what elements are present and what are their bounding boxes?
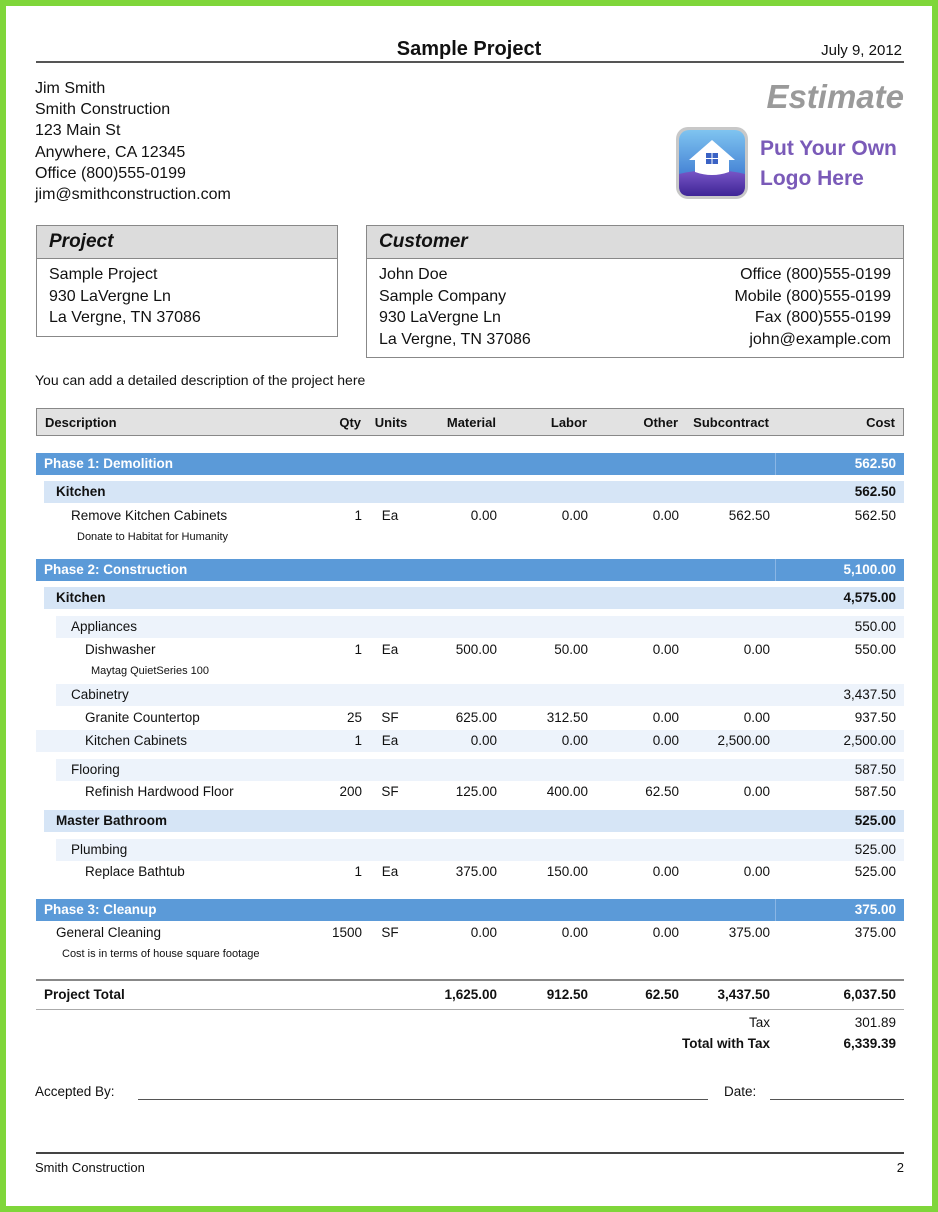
project-street: 930 LaVergne Ln	[49, 287, 171, 305]
sender-address	[35, 78, 231, 205]
group-cost: 525.00	[854, 813, 896, 828]
col-subcontract: Subcontract	[693, 415, 769, 430]
item-material: 500.00	[455, 642, 497, 657]
item-cost: 375.00	[854, 925, 896, 940]
total-with-tax-row	[36, 1036, 904, 1056]
line-item-row	[36, 862, 904, 882]
sender-email: jim@smithconstruction.com	[35, 186, 231, 204]
line-item-row	[36, 640, 904, 660]
col-other: Other	[643, 415, 678, 430]
project-heading: Project	[37, 226, 337, 259]
phase-separator	[775, 453, 776, 475]
item-cost: 550.00	[854, 642, 896, 657]
customer-city: La Vergne, TN 37086	[379, 330, 531, 348]
item-units: Ea	[381, 642, 399, 657]
customer-contacts	[734, 264, 891, 350]
project-details	[37, 259, 337, 334]
item-units: SF	[381, 710, 399, 725]
date-line[interactable]	[770, 1099, 904, 1100]
item-material: 0.00	[470, 733, 497, 748]
item-note: Maytag QuietSeries 100	[91, 665, 210, 677]
phase-row	[36, 899, 904, 921]
item-other: 0.00	[652, 733, 679, 748]
house-wrench-logo-icon	[675, 126, 749, 200]
estimate-page	[6, 6, 932, 1206]
sender-company: Smith Construction	[35, 101, 171, 119]
item-cost: 2,500.00	[843, 733, 896, 748]
subgroup-label: Appliances	[71, 619, 138, 634]
item-subcontract: 0.00	[743, 710, 770, 725]
item-labor: 400.00	[546, 784, 588, 799]
logo-line-2: Logo Here	[760, 167, 864, 190]
item-other: 0.00	[652, 508, 679, 523]
document-type: Estimate	[766, 78, 904, 115]
total-cost: 6,037.50	[843, 987, 896, 1002]
item-qty: 1500	[331, 925, 362, 940]
customer-street: 930 LaVergne Ln	[379, 309, 501, 326]
subgroup-cost: 587.50	[854, 762, 896, 777]
item-labor: 150.00	[546, 864, 588, 879]
item-other: 0.00	[652, 642, 679, 657]
subgroup-label: Flooring	[71, 762, 120, 777]
total-other: 62.50	[645, 987, 679, 1002]
item-note-row	[36, 528, 904, 546]
group-cost: 4,575.00	[843, 590, 896, 605]
phase-row	[36, 453, 904, 475]
item-labor: 0.00	[561, 508, 588, 523]
date-label: Date:	[724, 1084, 757, 1099]
phase-label: Phase 2: Construction	[44, 562, 188, 577]
logo-placeholder-text	[760, 134, 897, 194]
item-note: Donate to Habitat for Humanity	[77, 531, 229, 543]
phase-cost: 5,100.00	[843, 562, 896, 577]
page-title: Sample Project	[396, 38, 542, 60]
total-with-tax-label: Total with Tax	[681, 1036, 770, 1051]
item-material: 625.00	[455, 710, 497, 725]
line-item-row	[36, 923, 904, 943]
header-date: July 9, 2012	[821, 42, 902, 59]
item-cost: 525.00	[854, 864, 896, 879]
customer-name: John Doe	[379, 266, 448, 283]
customer-mobile-phone: Mobile (800)555-0199	[734, 287, 891, 305]
totals-rule	[36, 979, 904, 981]
group-row	[44, 810, 904, 832]
item-other: 0.00	[652, 710, 679, 725]
item-labor: 0.00	[561, 733, 588, 748]
item-units: Ea	[381, 864, 399, 879]
item-qty: 25	[346, 710, 362, 725]
sender-street: 123 Main St	[35, 122, 121, 140]
group-row	[44, 587, 904, 609]
customer-office-phone: Office (800)555-0199	[740, 266, 891, 283]
item-material: 0.00	[470, 508, 497, 523]
total-labor: 912.50	[546, 987, 588, 1002]
project-box	[36, 225, 338, 337]
phase-cost: 562.50	[854, 456, 896, 471]
total-with-tax-value: 6,339.39	[843, 1036, 896, 1051]
group-label: Master Bathroom	[56, 813, 168, 828]
tax-label: Tax	[748, 1015, 770, 1030]
total-subcontract: 3,437.50	[717, 987, 770, 1002]
col-labor: Labor	[550, 415, 587, 430]
item-cost: 562.50	[854, 508, 896, 523]
subgroup-cost: 525.00	[854, 842, 896, 857]
item-qty: 1	[354, 508, 362, 523]
phase-row	[36, 559, 904, 581]
item-description: Remove Kitchen Cabinets	[71, 508, 228, 523]
customer-fax: Fax (800)555-0199	[754, 309, 891, 326]
header-rule	[36, 61, 904, 63]
customer-company: Sample Company	[379, 287, 507, 305]
subgroup-row	[56, 684, 904, 706]
item-units: Ea	[381, 733, 399, 748]
item-qty: 200	[339, 784, 362, 799]
line-item-row	[36, 708, 904, 728]
item-note-row	[36, 945, 904, 963]
item-material: 125.00	[455, 784, 497, 799]
tax-row	[36, 1015, 904, 1035]
item-cost: 937.50	[854, 710, 896, 725]
customer-address	[379, 264, 531, 350]
item-qty: 1	[354, 642, 362, 657]
footer-page-number: 2	[896, 1160, 904, 1175]
logo-line-1: Put Your Own	[760, 137, 897, 160]
item-qty: 1	[354, 733, 362, 748]
phase-label: Phase 3: Cleanup	[44, 902, 157, 917]
accepted-by-label: Accepted By:	[35, 1084, 115, 1099]
project-total-row	[36, 987, 904, 1007]
sender-phone: Office (800)555-0199	[35, 164, 186, 182]
item-units: SF	[381, 925, 399, 940]
col-units: Units	[374, 415, 408, 430]
total-material: 1,625.00	[444, 987, 497, 1002]
item-subcontract: 375.00	[728, 925, 770, 940]
project-name: Sample Project	[49, 266, 158, 283]
footer-rule	[36, 1152, 904, 1154]
item-labor: 0.00	[561, 925, 588, 940]
tax-value: 301.89	[854, 1015, 896, 1030]
subgroup-row	[56, 839, 904, 861]
col-qty: Qty	[339, 415, 361, 430]
table-header	[36, 408, 904, 436]
subgroup-row	[56, 759, 904, 781]
item-other: 0.00	[652, 925, 679, 940]
item-description: Kitchen Cabinets	[85, 733, 188, 748]
project-city: La Vergne, TN 37086	[49, 309, 201, 326]
col-cost: Cost	[866, 415, 895, 430]
item-material: 375.00	[455, 864, 497, 879]
phase-separator	[775, 559, 776, 581]
sender-name: Jim Smith	[35, 80, 106, 97]
item-description: Dishwasher	[85, 642, 156, 657]
item-description: General Cleaning	[56, 925, 162, 940]
item-qty: 1	[354, 864, 362, 879]
item-subcontract: 2,500.00	[717, 733, 770, 748]
item-labor: 312.50	[546, 710, 588, 725]
item-description: Granite Countertop	[85, 710, 200, 725]
item-subcontract: 562.50	[728, 508, 770, 523]
item-other: 0.00	[652, 864, 679, 879]
phase-label: Phase 1: Demolition	[44, 456, 174, 471]
item-subcontract: 0.00	[743, 784, 770, 799]
item-description: Replace Bathtub	[85, 864, 185, 879]
total-underline	[36, 1009, 904, 1010]
group-row	[44, 481, 904, 503]
phase-separator	[775, 899, 776, 921]
group-label: Kitchen	[56, 590, 106, 605]
customer-heading: Customer	[367, 226, 903, 259]
subgroup-label: Plumbing	[71, 842, 128, 857]
item-description: Refinish Hardwood Floor	[85, 784, 234, 799]
item-subcontract: 0.00	[743, 642, 770, 657]
col-material: Material	[446, 415, 496, 430]
footer-company: Smith Construction	[35, 1160, 145, 1175]
item-note-row	[36, 662, 904, 680]
line-item-row	[36, 506, 904, 526]
item-subcontract: 0.00	[743, 864, 770, 879]
item-labor: 50.00	[554, 642, 588, 657]
accepted-by-line[interactable]	[138, 1099, 708, 1100]
sender-city: Anywhere, CA 12345	[35, 143, 186, 161]
project-description: You can add a detailed description of the project here	[35, 372, 366, 388]
project-total-label: Project Total	[44, 987, 125, 1002]
line-item-row	[36, 782, 904, 802]
subgroup-label: Cabinetry	[71, 687, 129, 702]
item-cost: 587.50	[854, 784, 896, 799]
subgroup-cost: 3,437.50	[843, 687, 896, 702]
item-note: Cost is in terms of house square footage	[62, 948, 260, 960]
subgroup-row	[56, 616, 904, 638]
subgroup-cost: 550.00	[854, 619, 896, 634]
item-material: 0.00	[470, 925, 497, 940]
item-units: SF	[381, 784, 399, 799]
customer-details	[367, 259, 903, 348]
group-cost: 562.50	[854, 484, 896, 499]
col-description: Description	[45, 415, 117, 430]
item-other: 62.50	[645, 784, 679, 799]
group-label: Kitchen	[56, 484, 106, 499]
customer-email: john@example.com	[749, 330, 891, 348]
item-units: Ea	[381, 508, 399, 523]
line-item-row	[36, 730, 904, 752]
phase-cost: 375.00	[854, 902, 896, 917]
customer-box	[366, 225, 904, 358]
